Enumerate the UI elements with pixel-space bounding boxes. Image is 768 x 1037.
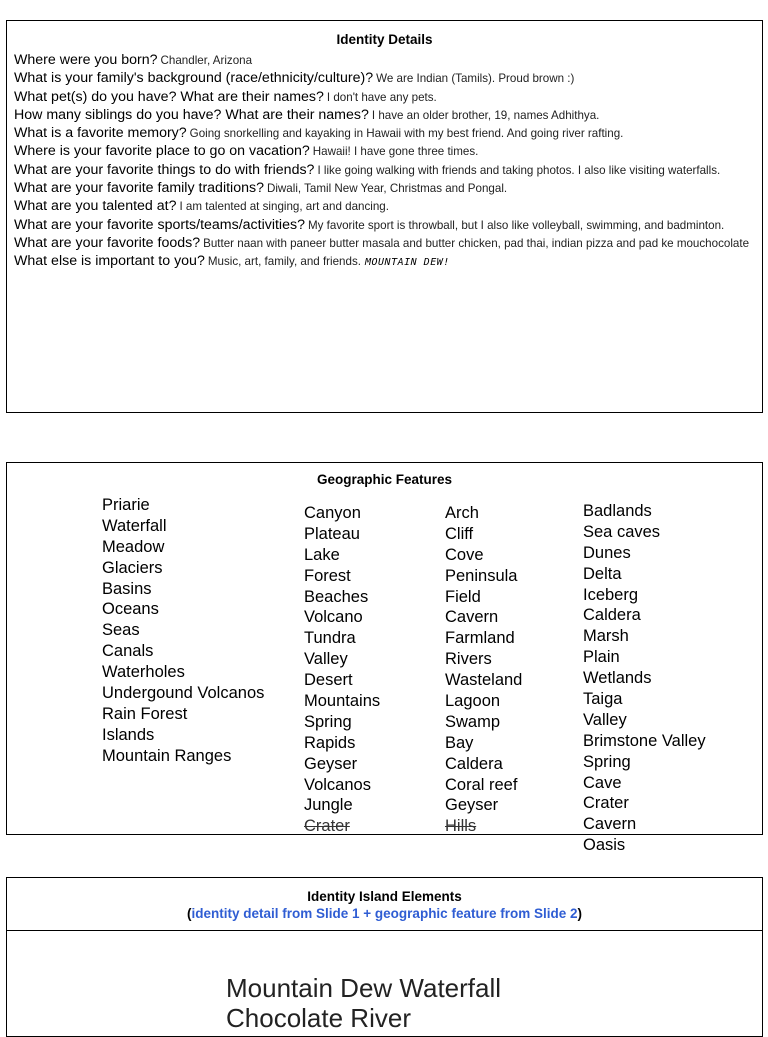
identity-island-elements-panel — [6, 877, 763, 1037]
feature-item: Oasis — [583, 836, 626, 855]
feature-item: Farmland — [445, 629, 515, 648]
answer-text: I have an older brother, 19, names Adhithya. — [371, 108, 600, 122]
question-text: What is your family's background (race/ethnicity/culture)? — [14, 70, 374, 87]
geographic-features-panel — [6, 462, 763, 855]
feature-item: Forest — [304, 566, 351, 585]
feature-item: Sea caves — [583, 522, 661, 541]
island-element: Mountain Dew Waterfall — [226, 973, 502, 1003]
identity-details-title: Identity Details — [336, 32, 433, 47]
qa-row — [14, 69, 762, 87]
qa-row — [14, 252, 762, 270]
feature-item: Coral reef — [445, 775, 518, 794]
feature-item: Oceans — [102, 600, 159, 619]
feature-column-1 — [102, 495, 264, 767]
identity-details-panel — [6, 20, 763, 413]
feature-item: Swamp — [445, 712, 501, 731]
feature-item: Seas — [102, 621, 140, 640]
feature-item: Volcano — [304, 608, 363, 627]
feature-item: Volcanos — [304, 775, 371, 794]
feature-column-3 — [445, 503, 522, 837]
answer-text: My favorite sport is throwball, but I also like volleyball, swimming, and badminton. — [307, 218, 725, 232]
feature-item: Badlands — [583, 502, 652, 520]
qa-row — [14, 88, 762, 106]
feature-item: Geyser — [304, 754, 358, 773]
feature-item: Glaciers — [102, 558, 163, 577]
question-text: What are your favorite family traditions? — [14, 180, 264, 197]
feature-item: Mountain Ranges — [102, 746, 232, 765]
feature-item: Taiga — [583, 690, 623, 709]
feature-item: Tundra — [304, 629, 356, 648]
feature-item: Cavern — [583, 815, 637, 834]
feature-item: Spring — [583, 752, 631, 771]
feature-item: Bay — [445, 733, 474, 752]
feature-item: Basins — [102, 579, 152, 598]
qa-row — [14, 142, 762, 160]
answer-text: We are Indian (Tamils). Proud brown :) — [376, 72, 575, 86]
feature-item: Marsh — [583, 627, 629, 646]
feature-item: Lagoon — [445, 692, 501, 711]
answer-text: Hawaii! I have gone three times. — [312, 145, 479, 159]
feature-item: Lake — [304, 545, 340, 564]
feature-item: Undergound Volcanos — [102, 684, 265, 703]
feature-item: Jungle — [304, 796, 353, 815]
feature-item: Waterfall — [102, 516, 167, 535]
feature-item: Valley — [583, 710, 627, 729]
feature-item: Cove — [445, 545, 484, 564]
question-text: What else is important to you? — [14, 253, 205, 270]
qa-row — [14, 106, 762, 124]
question-text: What is a favorite memory? — [14, 125, 187, 142]
answer-text: Going snorkelling and kayaking in Hawaii with my best friend. And going river rafting. — [189, 127, 624, 141]
qa-row — [14, 179, 762, 197]
geographic-features-title: Geographic Features — [316, 472, 453, 487]
answer-text: Music, art, family, and friends. — [207, 255, 361, 269]
feature-item: Peninsula — [445, 566, 518, 585]
question-text: What are your favorite things to do with friends? — [14, 161, 315, 178]
feature-item: Cavern — [445, 608, 499, 627]
qa-row — [14, 161, 762, 179]
feature-item: Brimstone Valley — [583, 731, 706, 750]
feature-item: Delta — [583, 564, 622, 583]
feature-item: Iceberg — [583, 585, 639, 604]
feature-column-4 — [583, 501, 706, 856]
answer-text: I like going walking with friends and taking photos. I also like visiting waterfalls. — [317, 163, 721, 177]
question-text: Where were you born? — [14, 52, 158, 68]
feature-item: Geyser — [445, 796, 499, 815]
answer-text: Butter naan with paneer butter masala and butter chicken, pad thai, indian pizza and pad ke mouchocolate — [203, 236, 750, 250]
answer-text: I am talented at singing, art and dancing. — [179, 200, 389, 214]
feature-item: Mountains — [304, 692, 381, 711]
feature-item: Desert — [304, 671, 353, 690]
feature-item: Waterholes — [102, 663, 185, 682]
feature-item: Dunes — [583, 543, 631, 562]
feature-item: Plain — [583, 648, 620, 667]
feature-item: Hills — [445, 817, 477, 836]
feature-item: Meadow — [102, 537, 165, 556]
qa-row — [14, 197, 762, 215]
feature-item: Wasteland — [445, 671, 523, 690]
island-elements-list — [226, 973, 501, 1033]
answer-text: Chandler, Arizona — [160, 54, 253, 67]
qa-row — [14, 216, 762, 234]
question-text: What pet(s) do you have? What are their names? — [14, 88, 324, 105]
feature-item: Crater — [304, 817, 350, 836]
feature-item: Rivers — [445, 650, 492, 669]
feature-item: Crater — [583, 794, 629, 813]
qa-row — [14, 124, 762, 142]
feature-item: Arch — [445, 504, 479, 522]
question-text: What are you talented at? — [14, 198, 177, 215]
feature-item: Caldera — [445, 754, 503, 773]
answer-text: I don't have any pets. — [326, 90, 437, 104]
feature-item: Rain Forest — [102, 704, 188, 723]
feature-item: Islands — [102, 725, 155, 744]
feature-item: Field — [445, 587, 481, 606]
feature-item: Valley — [304, 650, 348, 669]
feature-column-2 — [304, 503, 380, 837]
feature-item: Beaches — [304, 587, 369, 606]
feature-item: Cave — [583, 773, 622, 792]
feature-item: Plateau — [304, 524, 360, 543]
question-text: What are your favorite foods? — [14, 234, 201, 251]
feature-item: Canyon — [304, 504, 361, 522]
identity-qa-list — [14, 51, 762, 271]
question-text: How many siblings do you have? What are their names? — [14, 106, 369, 123]
subtitle-highlight: identity detail from Slide 1 + geographic feature from Slide 2 — [191, 906, 578, 921]
qa-row — [14, 51, 762, 69]
answer-text: Diwali, Tamil New Year, Christmas and Pongal. — [266, 182, 508, 196]
island-elements-title: Identity Island Elements — [307, 889, 462, 904]
feature-item: Rapids — [304, 733, 356, 752]
feature-item: Cliff — [445, 524, 474, 543]
qa-row — [14, 234, 762, 252]
feature-item: Priarie — [102, 496, 150, 514]
handwritten-note: MOUNTAIN DEW! — [364, 257, 450, 269]
island-element: Chocolate River — [226, 1003, 411, 1033]
question-text: Where is your favorite place to go on vacation? — [14, 143, 310, 160]
feature-item: Wetlands — [583, 669, 652, 688]
island-elements-header — [7, 878, 762, 931]
feature-item: Canals — [102, 642, 154, 661]
island-elements-subtitle: (identity detail from Slide 1 + geographic feature from Slide 2) — [187, 906, 582, 921]
question-text: What are your favorite sports/teams/activities? — [14, 216, 305, 233]
feature-item: Spring — [304, 712, 352, 731]
feature-item: Caldera — [583, 606, 641, 625]
